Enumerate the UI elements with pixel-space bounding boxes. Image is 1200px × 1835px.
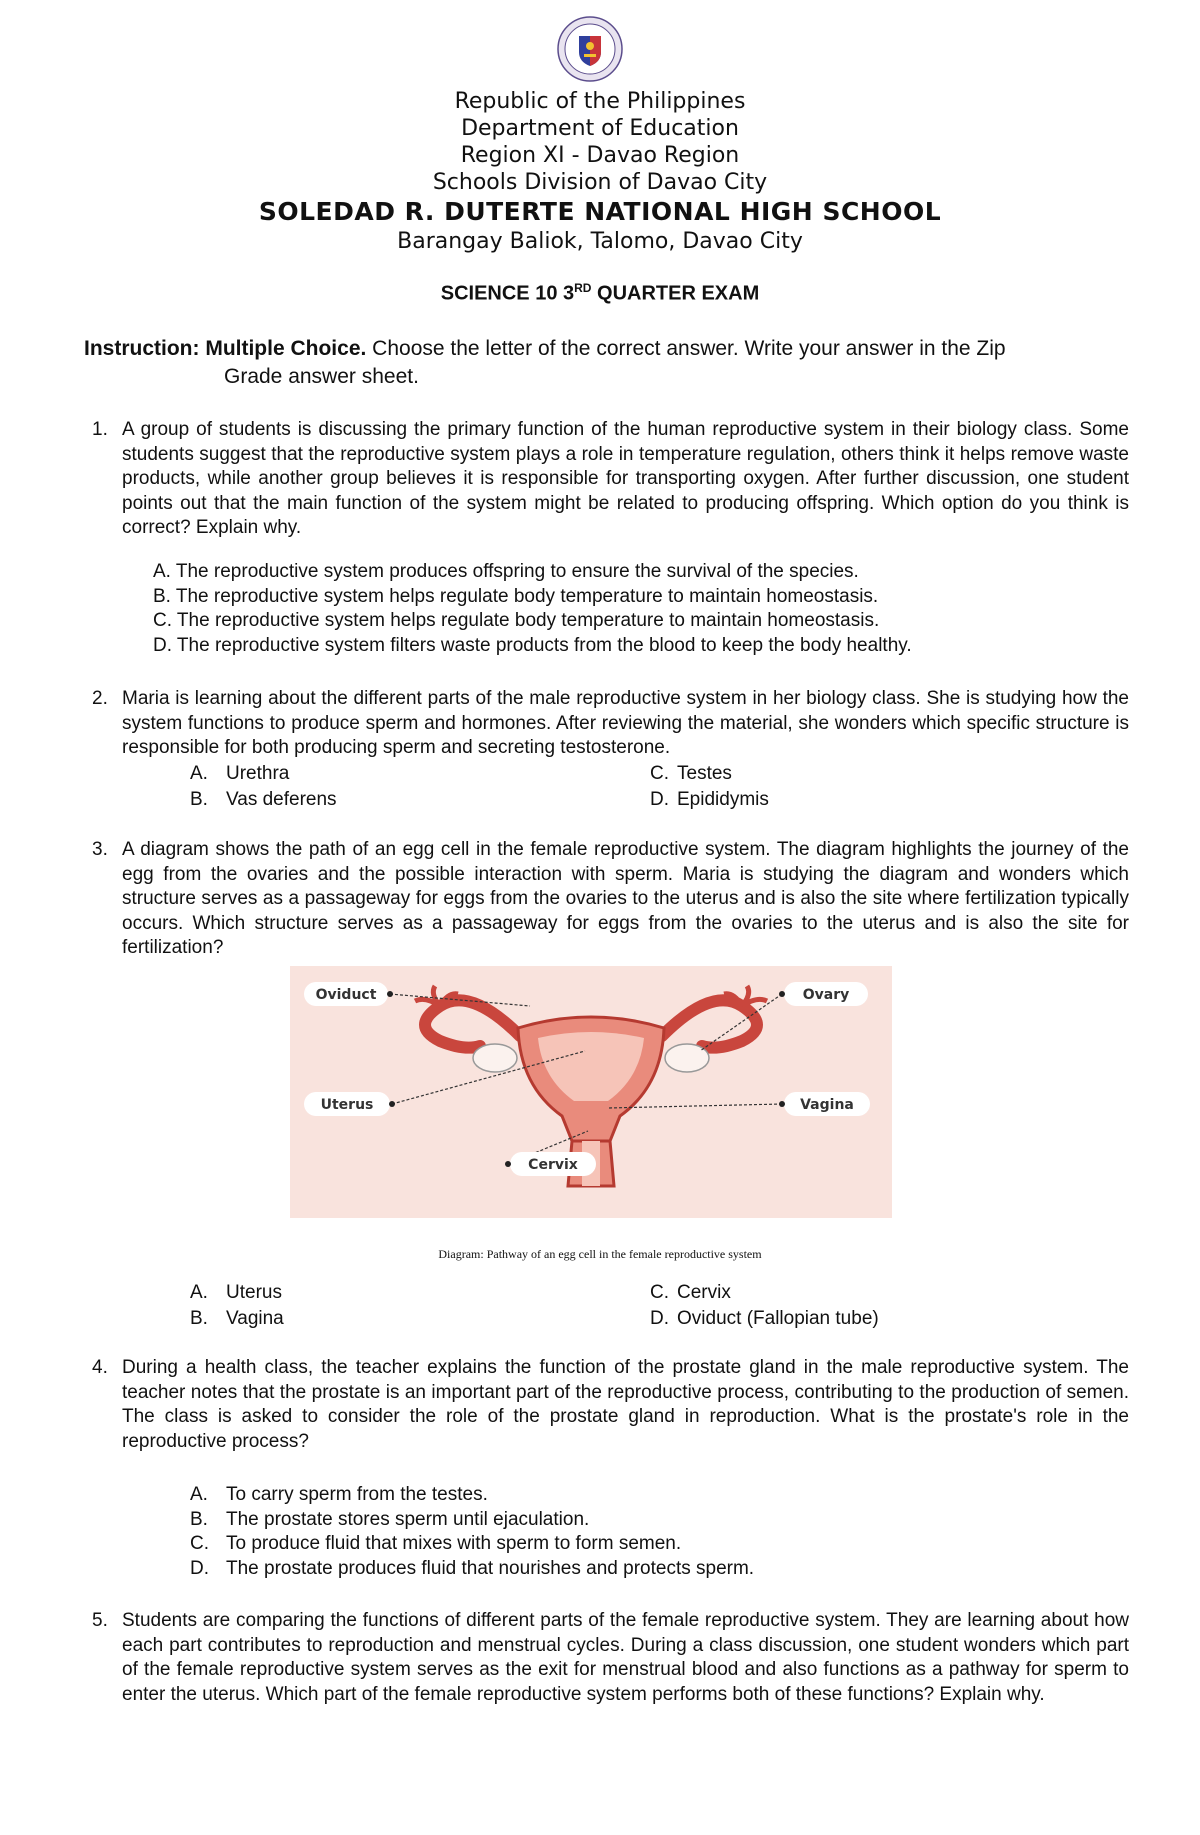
option-b: B. The reproductive system helps regulate body temperature to maintain homeostasis. — [153, 585, 879, 607]
department-line: Department of Education — [461, 116, 739, 141]
question-1 — [92, 418, 1129, 541]
option-d: D. The prostate produces fluid that nourishes and protects sperm. — [190, 1557, 755, 1579]
question-text: During a health class, the teacher explains the function of the prostate gland in the male reproductive system. The teacher notes that the prostate is an important part of the reproductive process, contributing to the production of semen. The class is asked to consider the role of the prostate gland in reproduction. What is the prostate's role in the reproductive process? — [122, 1357, 1129, 1452]
question-text: Maria is learning about the different parts of the male reproductive system in her biology class. She is studying how the system functions to produce sperm and hormones. After reviewing the material, she wonders which specific structure is responsible for both producing sperm and secreting testosterone. — [122, 688, 1129, 759]
female-reproductive-illustration — [290, 966, 892, 1218]
option-b: B. The prostate stores sperm until ejaculation. — [190, 1508, 590, 1530]
option-d: D. Oviduct (Fallopian tube) — [650, 1307, 879, 1329]
label-ovary: Ovary — [802, 987, 850, 1003]
option-d: D. Epididymis — [650, 788, 769, 810]
instruction-block — [84, 335, 1129, 391]
question-4-options — [190, 1483, 754, 1581]
question-text: A group of students is discussing the primary function of the human reproductive system in their biology class. Some students suggest that the reproductive system plays a role in temperature regulation, others think it helps remove waste products, while another group believes it is responsible for transporting oxygen. After further discussion, one student points out that the main function of the system might be related to producing offspring. Which option do you think is correct? Explain why. — [122, 419, 1129, 539]
school-address: Barangay Baliok, Talomo, Davao City — [397, 229, 803, 254]
question-5 — [92, 1609, 1129, 1707]
question-number: 3. — [92, 839, 108, 860]
instruction-text: Choose the letter of the correct answer. Write your answer in the Zip — [366, 337, 1006, 360]
question-number: 1. — [92, 419, 108, 440]
diagram-caption: Diagram: Pathway of an egg cell in the female reproductive system — [438, 1247, 762, 1261]
option-c: C. To produce fluid that mixes with sperm to form semen. — [190, 1533, 682, 1555]
label-vagina: Vagina — [800, 1097, 854, 1113]
question-number: 4. — [92, 1357, 108, 1378]
question-4 — [92, 1356, 1129, 1454]
division-line: Schools Division of Davao City — [432, 170, 768, 195]
reproductive-diagram — [290, 966, 892, 1218]
instruction-label: Instruction: Multiple Choice. — [84, 337, 367, 360]
label-uterus: Uterus — [320, 1097, 374, 1113]
question-number: 2. — [92, 688, 108, 709]
instruction-text-cont: Grade answer sheet. — [224, 365, 419, 388]
deped-seal-logo — [557, 16, 623, 82]
option-b: B. Vas deferens — [190, 788, 337, 810]
option-a: A. Urethra — [190, 763, 290, 784]
question-text: A diagram shows the path of an egg cell in the female reproductive system. The diagram highlights the journey of the egg from the ovaries and the possible interaction with sperm. Maria is studying the diagram and wonders which structure serves as a passageway for eggs from the ovaries to the uterus and is also the site where fertilization typically occurs. Which structure serves as a passageway for eggs from the ovaries to the uterus and is also the site for fertilization? — [122, 839, 1129, 959]
option-a: A. To carry sperm from the testes. — [190, 1484, 488, 1505]
option-c: C. Cervix — [650, 1282, 731, 1303]
exam-title: SCIENCE 10 3RD QUARTER EXAM — [440, 281, 760, 305]
header-block — [0, 88, 1200, 255]
question-number: 5. — [92, 1610, 108, 1631]
question-3 — [92, 838, 1129, 961]
option-c: C. The reproductive system helps regulate body temperature to maintain homeostasis. — [153, 610, 880, 632]
question-text: Students are comparing the functions of different parts of the female reproductive system. They are learning about how each part contributes to reproduction and menstrual cycles. During a class discussion, one student wonders which part of the female reproductive system serves as the exit for menstrual blood and also functions as a pathway for sperm to enter the uterus. Which part of the female reproductive system performs both of these functions? Explain why. — [122, 1610, 1129, 1705]
option-c: C. Testes — [650, 763, 732, 784]
label-cervix: Cervix — [528, 1157, 578, 1173]
option-a: A. Uterus — [190, 1282, 282, 1303]
question-1-options — [153, 560, 912, 658]
option-a: A. The reproductive system produces offspring to ensure the survival of the species. — [153, 561, 859, 582]
option-b: B. Vagina — [190, 1307, 284, 1329]
question-2 — [92, 687, 1129, 761]
label-oviduct: Oviduct — [315, 987, 377, 1003]
school-name: SOLEDAD R. DUTERTE NATIONAL HIGH SCHOOL — [258, 197, 942, 226]
region-line: Region XI - Davao Region — [460, 143, 740, 168]
republic-line: Republic of the Philippines — [454, 89, 746, 114]
option-d: D. The reproductive system filters waste products from the blood to keep the body healthy. — [153, 634, 912, 656]
